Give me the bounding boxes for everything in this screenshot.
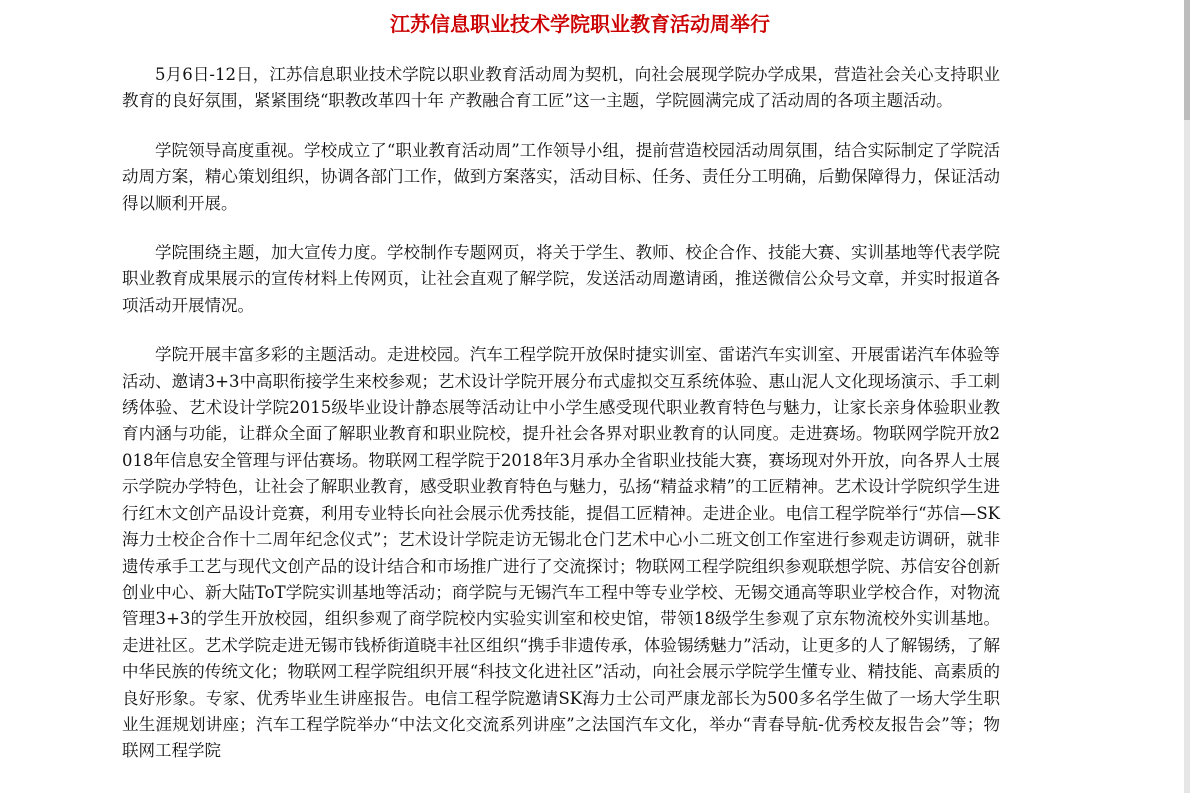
paragraph-3: 学院围绕主题，加大宣传力度。学校制作专题网页，将关于学生、教师、校企合作、技能大赛、实训基地等代表学院职业教育成果展示的宣传材料上传网页，让社会直观了解学院，发送活动周邀请函，推送微信公众号文章，并实时报道各项活动开展情况。 [122, 243, 1000, 315]
paragraph-2: 学院领导高度重视。学校成立了“职业教育活动周”工作领导小组，提前营造校园活动周氛围，结合实际制定了学院活动周方案，精心策划组织，协调各部门工作，做到方案落实，活动目标、任务、责任分工明确，后勤保障得力，保证活动得以顺利开展。 [122, 140, 1000, 213]
article-title: 江苏信息职业技术学院职业教育活动周举行 [390, 12, 770, 36]
paragraph-1: 5月6日-12日，江苏信息职业技术学院以职业教育活动周为契机，向社会展现学院办学成果，营造社会关心支持职业教育的良好氛围，紧紧围绕“职教改革四十年 产教融合育工匠”这一主题，学院圆满完成了活动周的各项主题活动。 [122, 65, 1000, 111]
article-body [122, 62, 1000, 788]
paragraph-4: 学院开展丰富多彩的主题活动。走进校园。汽车工程学院开放保时捷实训室、雷诺汽车实训室、开展雷诺汽车体验等活动、邀请3+3中高职衔接学生来校参观；艺术设计学院开展分布式虚拟交互系统体验、惠山泥人文化现场演示、手工刺绣体验、艺术设计学院2015级毕业设计静态展等活动让中小学生感受现代职业教育特色与魅力，让家长亲身体验职业教育内涵与功能，让群众全面了解职业教育和职业院校，提升社会各界对职业教育的认同度。走进赛场。物联网学院开放2018年信息安全管理与评估赛场。物联网工程学院于2018年3月承办全省职业技能大赛，赛场现对外开放，向各界人士展示学院办学特色，让社会了解职业教育，感受职业教育特色与魅力，弘扬“精益求精”的工匠精神。艺术设计学院织学生进行红木文创产品设计竞赛，利用专业特长向社会展示优秀技能，提倡工匠精神。走进企业。电信工程学院举行“苏信—SK海力士校企合作十二周年纪念仪式”；艺术设计学院走访无锡北仓门艺术中心小二班文创工作室进行参观走访调研，就非遗传承手工艺与现代文创产品的设计结合和市场推广进行了交流探讨；物联网工程学院组织参观联想学院、苏信安谷创新创业中心、新大陆ToT学院实训基地等活动；商学院与无锡汽车工程中等专业学校、无锡交通高等职业学校合作，对物流管理3+3的学生开放校园，组织参观了商学院校内实验实训室和校史馆，带领18级学生参观了京东物流校外实训基地。走进社区。艺术学院走进无锡市钱桥街道晓丰社区组织“携手非遗传承，体验锡绣魅力”活动，让更多的人了解锡绣，了解中华民族的传统文化；物联网工程学院组织开展“科技文化进社区”活动，向社会展示学院学生懂专业、精技能、高素质的良好形象。专家、优秀毕业生讲座报告。电信工程学院邀请SK海力士公司严康龙部长为500多名学生做了一场大学生职业生涯规划讲座；汽车工程学院举办“中法文化交流系列讲座”之法国汽车文化，举办“青春导航-优秀校友报告会”等；物联网工程学院 [122, 345, 1000, 761]
scrollbar-thumb[interactable] [1184, 0, 1190, 120]
vertical-scrollbar[interactable] [1184, 0, 1190, 793]
